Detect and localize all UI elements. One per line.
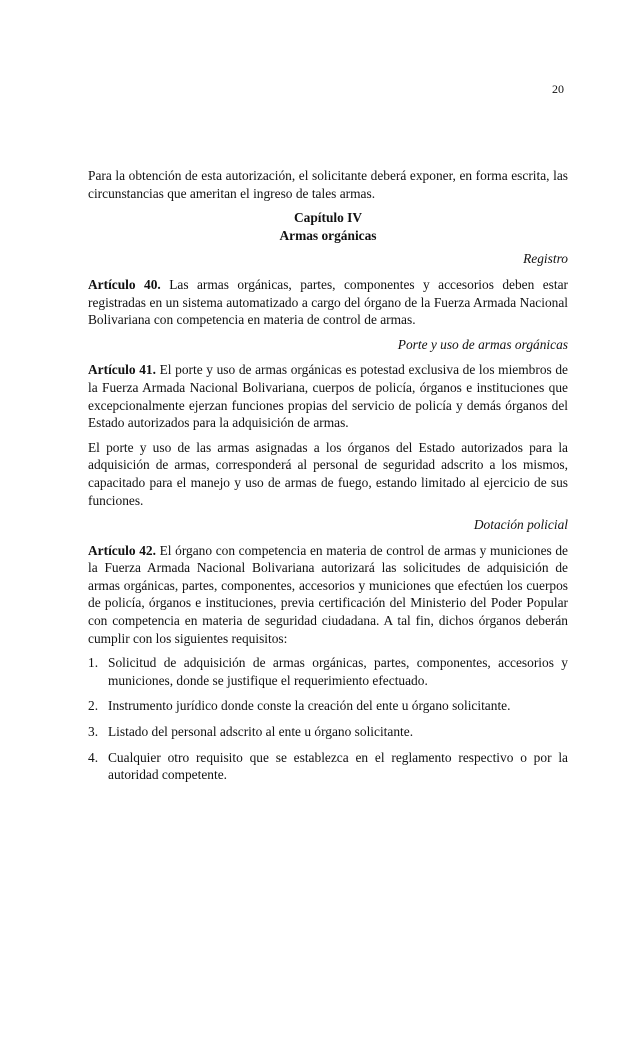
article-41-extra-paragraph: El porte y uso de las armas asignadas a los órganos del Estado autorizados para la adquisición de armas, corresponderá al personal de seguridad adscrito a los mismos, capacitado para el manejo y uso de armas de fuego, estando limitado al ejercicio de sus funciones.	[88, 439, 568, 508]
list-item-text: Instrumento jurídico donde conste la creación del ente u órgano solicitante.	[108, 698, 511, 714]
rubric-registro: Registro	[523, 251, 568, 267]
article-41-label: Artículo 41.	[88, 362, 156, 378]
rubric-porte-uso: Porte y uso de armas orgánicas	[397, 336, 568, 352]
article-40	[88, 276, 568, 329]
chapter-heading	[88, 209, 568, 244]
article-42	[88, 542, 568, 648]
list-item	[88, 749, 568, 784]
article-40-label: Artículo 40.	[88, 276, 161, 292]
list-item-number: 3.	[88, 724, 99, 740]
article-42-text: El órgano con competencia en materia de control de armas y municiones de la Fuerza Armada Nacional Bolivariana autorizará las solicitudes de adquisición de armas orgánicas, partes, componentes, accesorios y municiones que efectúen los cuerpos de policía, órganos e instituciones, previa certificación del Ministerio del Poder Popular con competencia en materia de seguridad ciudadana. A tal fin, dichos órganos deberán cumplir con los siguientes requisitos:	[88, 542, 568, 646]
document-body	[88, 167, 568, 792]
article-41	[88, 361, 568, 431]
list-item-text: Solicitud de adquisición de armas orgánicas, partes, componentes, accesorios y municiones, donde se justifique el requerimiento efectuado.	[108, 655, 568, 688]
chapter-number: Capítulo IV	[293, 210, 363, 226]
article-41-text: El porte y uso de armas orgánicas es potestad exclusiva de los miembros de la Fuerza Armada Nacional Bolivariana, cuerpos de policía, órganos e instituciones que excepcionalmente ejerzan funciones propias del servicio de policía y demás órganos del Estado autorizados para la adquisición de armas.	[88, 362, 568, 431]
list-item-number: 1.	[88, 655, 99, 671]
intro-paragraph: Para la obtención de esta autorización, el solicitante deberá exponer, en forma escrita, las circunstancias que ameritan el ingreso de tales armas.	[88, 168, 568, 201]
list-item	[88, 654, 568, 689]
requirements-list	[88, 654, 568, 784]
article-42-label: Artículo 42.	[88, 542, 156, 558]
list-item-text: Cualquier otro requisito que se establezca en el reglamento respectivo o por la autoridad competente.	[108, 749, 568, 783]
list-item-number: 2.	[88, 698, 99, 714]
page-number: 20	[552, 82, 564, 96]
chapter-title: Armas orgánicas	[279, 227, 377, 243]
list-item-text: Listado del personal adscrito al ente u órgano solicitante.	[108, 724, 414, 740]
article-40-text: Las armas orgánicas, partes, componentes y accesorios deben estar registradas en un sistema automatizado a cargo del órgano de la Fuerza Armada Nacional Bolivariana con competencia en materia de control de armas.	[88, 276, 569, 328]
list-item	[88, 723, 568, 741]
list-item	[88, 697, 568, 715]
list-item-number: 4.	[88, 749, 99, 765]
rubric-dotacion-policial: Dotación policial	[473, 517, 568, 533]
